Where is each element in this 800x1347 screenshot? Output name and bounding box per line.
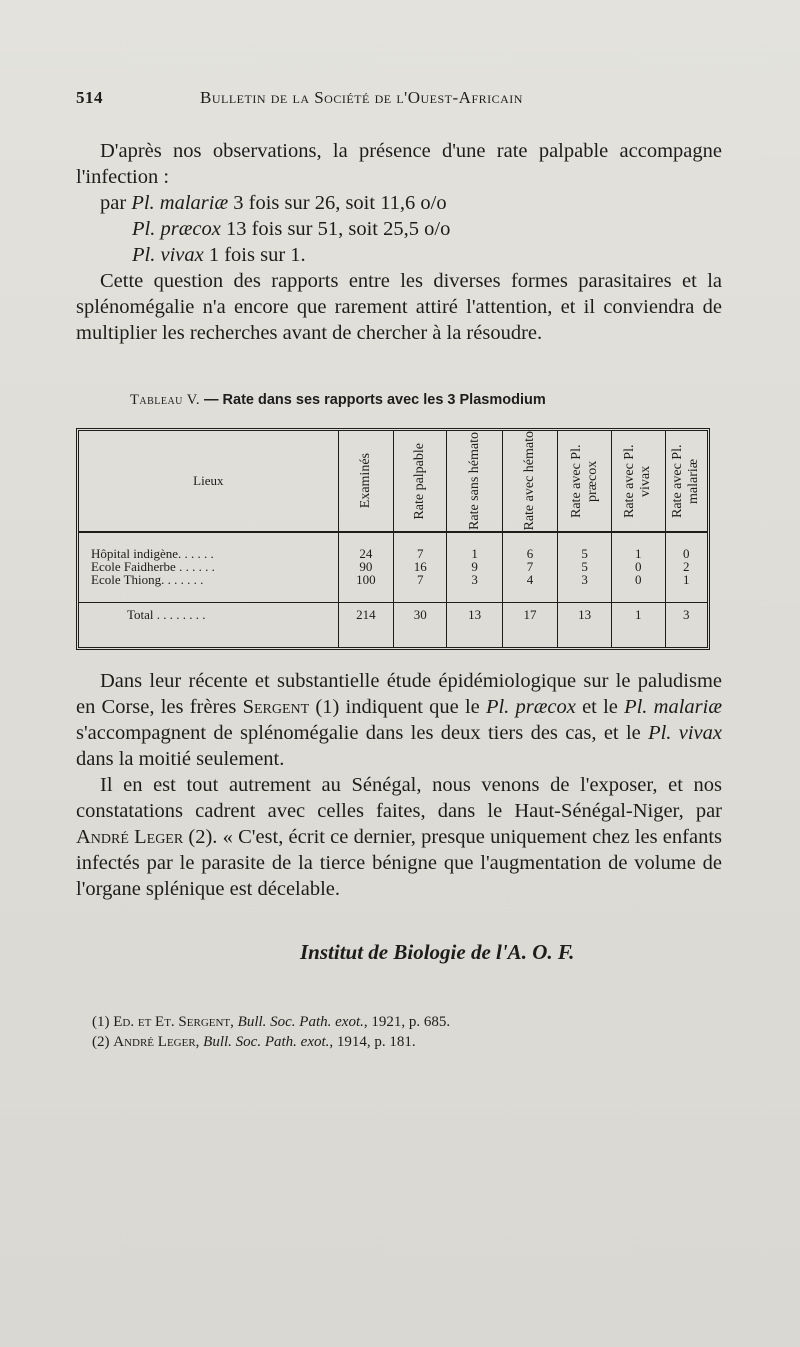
sergent-paragraph: Dans leur récente et substantielle étude épidémiologique sur le paludisme en Corse, les frères Sergent (1) indiquent que le Pl. præcox et le Pl. malariæ s'accompagnent de splénomégalie dans les deux tiers des cas, et le Pl. vivax dans la moitié seulement.: [76, 670, 722, 770]
col-header-avec-hemato: Rate avec hémato: [502, 431, 557, 532]
row-name: Ecole Faidherbe . . . . . .: [91, 559, 215, 574]
body-section: [76, 668, 722, 902]
table-row: Hôpital indigène. . . . . . Ecole Faidherbe . . . . . . Ecole Thiong. . . . . . . 24 90 100 7 16 7 1 9 3 6 7 4 5 5 3 1 0 0 0 2 1: [79, 532, 707, 602]
table-label: Tableau V.: [130, 392, 200, 408]
page-header: [76, 88, 724, 112]
col-header-malariae: Rate avec Pl. malariæ: [665, 431, 707, 532]
row-name: Ecole Thiong. . . . . . .: [91, 572, 204, 587]
col-header-vivax: Rate avec Pl. vivax: [611, 431, 665, 532]
table-total-row: Total . . . . . . . . 214 30 13 17 13 1 3: [79, 602, 707, 629]
table-caption: [130, 392, 730, 409]
col-header-praecox: Rate avec Pl. præcox: [558, 431, 612, 532]
senegal-paragraph: Il en est tout autrement au Sénégal, nous venons de l'exposer, et nos constatations cadrent avec celles faites, dans le Haut-Sénégal-Niger, par André Leger (2). « C'est, écrit ce dernier, presque uniquement chez les enfants infectés par le parasite de la tierce bénigne que l'augmentation de volume de l'organe splénique est décelable.: [76, 774, 722, 900]
footnote-2: (2) André Leger, Bull. Soc. Path. exot., 1914, p. 181.: [92, 1034, 416, 1050]
footnotes: [92, 1012, 712, 1052]
stat-malariae: par Pl. malariæ 3 fois sur 26, soit 11,6 o/o: [100, 192, 447, 214]
footnote-1: (1) Ed. et Et. Sergent, Bull. Soc. Path. exot., 1921, p. 685.: [92, 1014, 451, 1030]
page-number: 514: [76, 88, 103, 107]
col-header-sans-hemato: Rate sans hémato: [447, 431, 502, 532]
col-header-rate-palpable: Rate palpable: [394, 431, 447, 532]
intro-paragraph: D'après nos observations, la présence d'une rate palpable accompagne l'infection :: [76, 140, 722, 188]
row-name: Hôpital indigène. . . . . .: [91, 546, 214, 561]
journal-title: Bulletin de la Société de l'Ouest-Africain: [200, 88, 523, 107]
institution-signature: Institut de Biologie de l'A. O. F.: [300, 940, 575, 964]
question-paragraph: Cette question des rapports entre les diverses formes parasitaires et la splénomégalie n'a encore que rarement attiré l'attention, et il conviendra de multiplier les recherches avant de chercher à la résoudre.: [76, 270, 722, 344]
table-title: — Rate dans ses rapports avec les 3 Plasmodium: [200, 392, 546, 408]
stat-praecox: Pl. præcox 13 fois sur 51, soit 25,5 o/o: [132, 218, 451, 240]
stat-vivax: Pl. vivax 1 fois sur 1.: [132, 244, 306, 266]
col-header-examines: Examinés: [338, 431, 393, 532]
intro-section: [76, 138, 722, 346]
data-table: [76, 428, 710, 650]
col-header-lieux: Lieux: [79, 431, 338, 532]
